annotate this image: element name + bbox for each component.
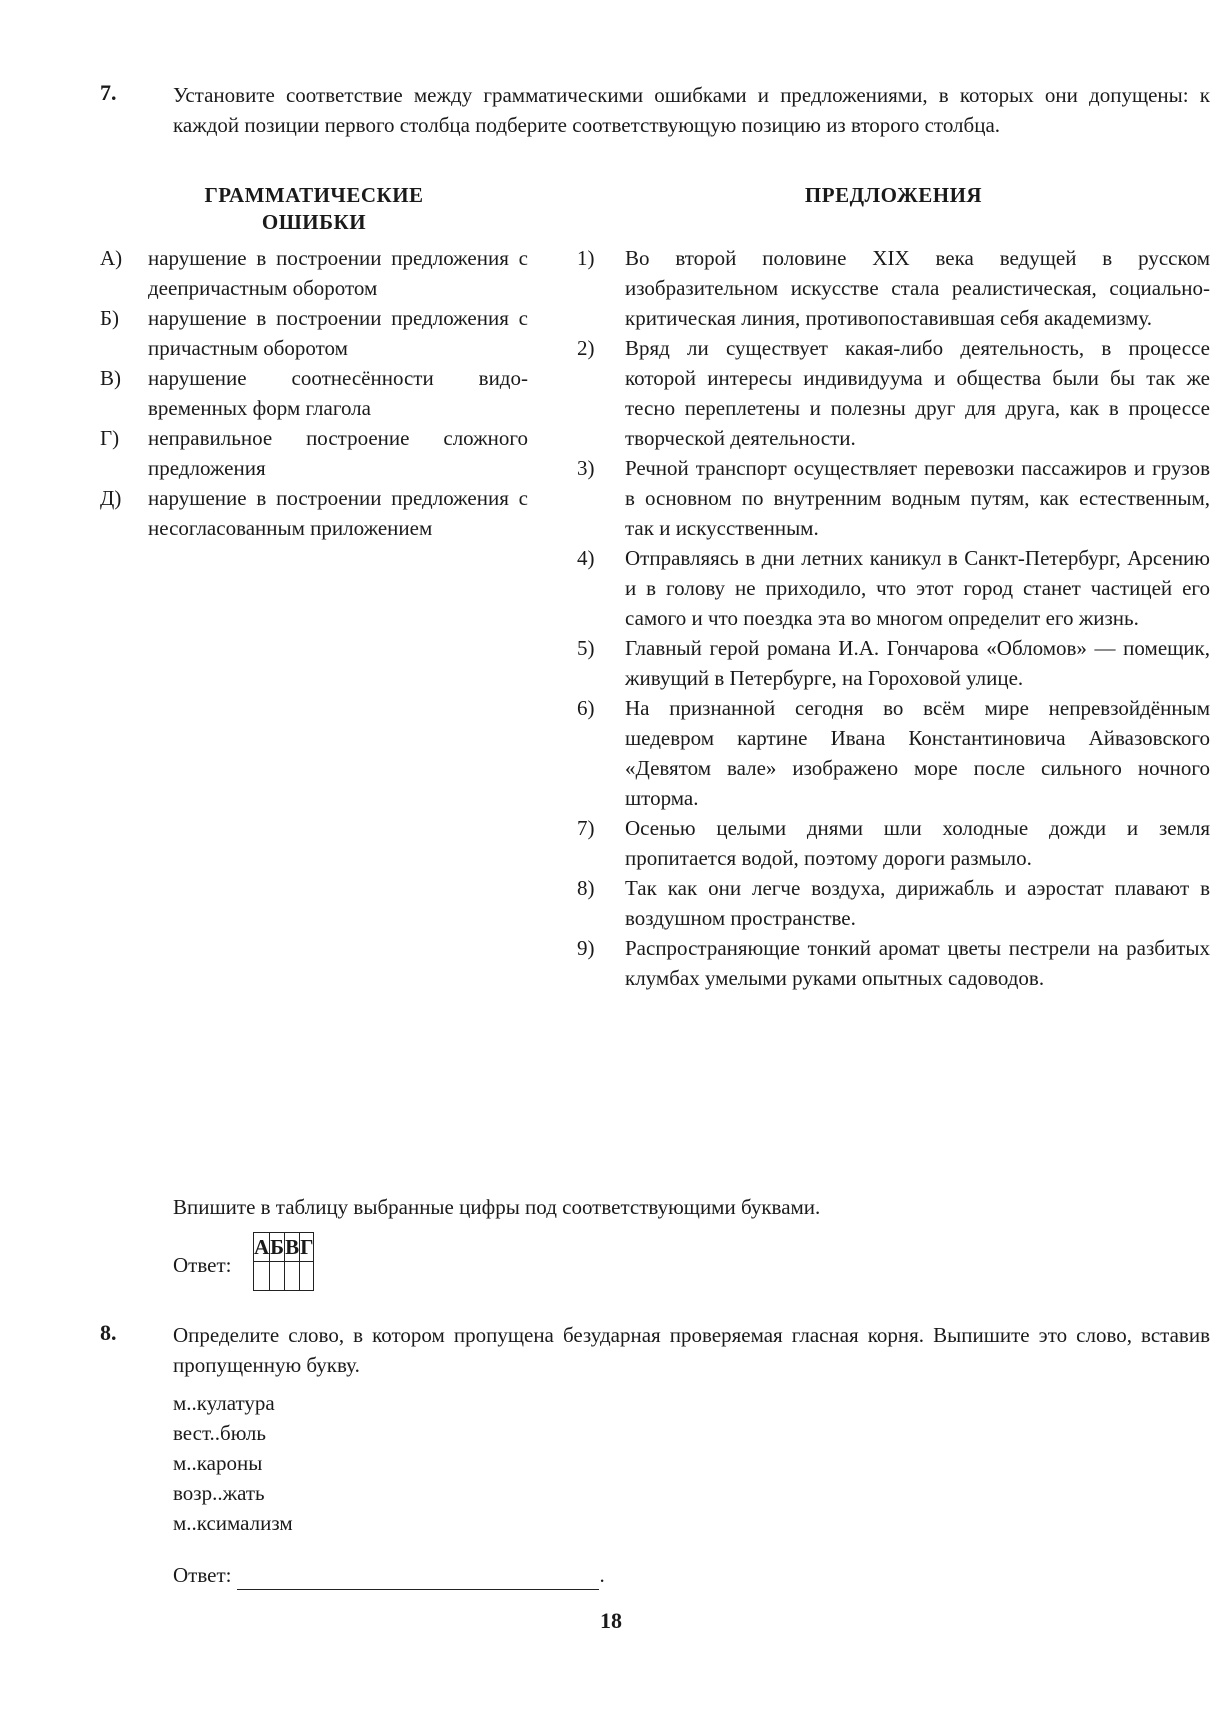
sentence-item-text: Главный герой романа И.А. Гончарова «Обломов» — помещик, живущий в Петербурге, на Гороховой улице. (625, 636, 1210, 690)
task-8-instruction: Определите слово, в котором пропущена безударная проверяемая гласная корня. Выпишите это слово, вставив пропущенную букву. (173, 1323, 1210, 1377)
error-item-key: Г) (100, 426, 120, 450)
answer-label: Ответ: (173, 1253, 232, 1277)
answer-table-header-cell: В (285, 1233, 300, 1262)
sentence-item-key: 2) (577, 336, 595, 360)
sentence-item (577, 633, 1210, 693)
task-8-answer (173, 1560, 605, 1590)
task-8 (100, 1320, 1210, 1380)
error-item (100, 303, 528, 363)
answer-table-input-cell[interactable] (285, 1262, 300, 1291)
sentence-item (577, 693, 1210, 813)
error-item (100, 363, 528, 423)
error-item-key: В) (100, 366, 121, 390)
sentence-item (577, 243, 1210, 333)
task-7 (100, 80, 1210, 140)
task-7-instruction: Установите соответствие между грамматическими ошибками и предложениями, в которых они допущены: к каждой позиции первого столбца подберите соответствующую позицию из второго столбца. (173, 83, 1210, 137)
error-item (100, 483, 528, 543)
sentence-item (577, 813, 1210, 873)
sentences-list (577, 243, 1210, 993)
task-8-answer-label: Ответ: (173, 1563, 232, 1587)
error-item-text: нарушение в построении предложения с деепричастным оборотом (148, 246, 528, 300)
sentence-item-text: Во второй половине XIX века ведущей в русском изобразительном искусстве стала реалистическая, социально-критическая линия, противопоставившая себя академизму. (625, 246, 1210, 330)
sentence-item-text: Отправляясь в дни летних каникул в Санкт-Петербург, Арсению и в голову не приходило, что этот город станет частицей его самого и что поездка эта во многом определит его жизнь. (625, 546, 1210, 630)
sentence-item (577, 453, 1210, 543)
sentence-item-key: 8) (577, 876, 595, 900)
answer-table-input-row (254, 1262, 314, 1291)
word-option: вест..бюль (173, 1421, 266, 1445)
error-item (100, 243, 528, 303)
task-7-number: 7. (100, 80, 117, 105)
sentence-item-key: 5) (577, 636, 595, 660)
error-item-text: нарушение в построении предложения с несогласованным приложением (148, 486, 528, 540)
error-item-text: нарушение в построении предложения с причастным оборотом (148, 306, 528, 360)
sentence-item-text: На признанной сегодня во всём мире непревзойдённым шедевром картине Ивана Константиновича Айвазовского «Девятом вале» изображено море после сильного ночного шторма. (625, 696, 1210, 810)
sentences-column-header: ПРЕДЛОЖЕНИЯ (804, 183, 983, 207)
sentence-item-key: 7) (577, 816, 595, 840)
sentence-item (577, 933, 1210, 993)
answer-table-input-cell[interactable] (300, 1262, 314, 1291)
task-8-answer-end: . (599, 1563, 605, 1587)
sentences-column (577, 182, 1210, 993)
word-option: возр..жать (173, 1481, 265, 1505)
sentence-item-text: Речной транспорт осуществляет перевозки пассажиров и грузов в основном по внутренним водным путям, как естественным, так и искусственным. (625, 456, 1210, 540)
errors-list (100, 243, 528, 543)
answer-table (253, 1232, 314, 1291)
sentence-item-text: Распространяющие тонкий аромат цветы пестрели на разбитых клумбах умелыми руками опытных садоводов. (625, 936, 1210, 990)
error-item-text: нарушение соотнесённости видо-временных форм глагола (148, 366, 528, 420)
word-option: м..ксимализм (173, 1511, 293, 1535)
error-item-text: неправильное построение сложного предложения (148, 426, 528, 480)
page-number: 18 (600, 1608, 622, 1633)
answer-table-header-cell: Г (300, 1233, 314, 1262)
word-option: м..кулатура (173, 1391, 275, 1415)
answer-table-header-cell: А (254, 1233, 270, 1262)
sentence-item-text: Так как они легче воздуха, дирижабль и аэростат плавают в воздушном пространстве. (625, 876, 1210, 930)
answer-table-header-cell: Б (270, 1233, 285, 1262)
error-item-key: Д) (100, 486, 122, 510)
sentence-item-key: 9) (577, 936, 595, 960)
task-8-number: 8. (100, 1320, 117, 1345)
sentence-item-key: 4) (577, 546, 595, 570)
answer-table-header-row (254, 1233, 314, 1262)
word-options-list (173, 1388, 293, 1538)
sentence-item (577, 873, 1210, 933)
sentence-item (577, 543, 1210, 633)
task-8-answer-line[interactable] (237, 1567, 599, 1590)
error-item-key: Б) (100, 306, 120, 330)
sentence-item-text: Осенью целыми днями шли холодные дожди и земля пропитается водой, поэтому дороги размыло. (625, 816, 1210, 870)
answer-table-input-cell[interactable] (254, 1262, 270, 1291)
table-instruction: Впишите в таблицу выбранные цифры под соответствующими буквами. (173, 1195, 821, 1219)
sentence-item (577, 333, 1210, 453)
word-option: м..кароны (173, 1451, 263, 1475)
sentence-item-key: 6) (577, 696, 595, 720)
sentence-item-text: Вряд ли существует какая-либо деятельность, в процессе которой интересы индивидуума и общества были бы так же тесно переплетены и полезны друг для друга, как в процессе творческой деятельности. (625, 336, 1210, 450)
errors-column (100, 182, 528, 543)
sentence-item-key: 3) (577, 456, 595, 480)
error-item (100, 423, 528, 483)
errors-column-header: ГРАММАТИЧЕСКИЕ ОШИБКИ (204, 183, 424, 234)
answer-table-input-cell[interactable] (270, 1262, 285, 1291)
error-item-key: А) (100, 246, 123, 270)
sentence-item-key: 1) (577, 246, 595, 270)
